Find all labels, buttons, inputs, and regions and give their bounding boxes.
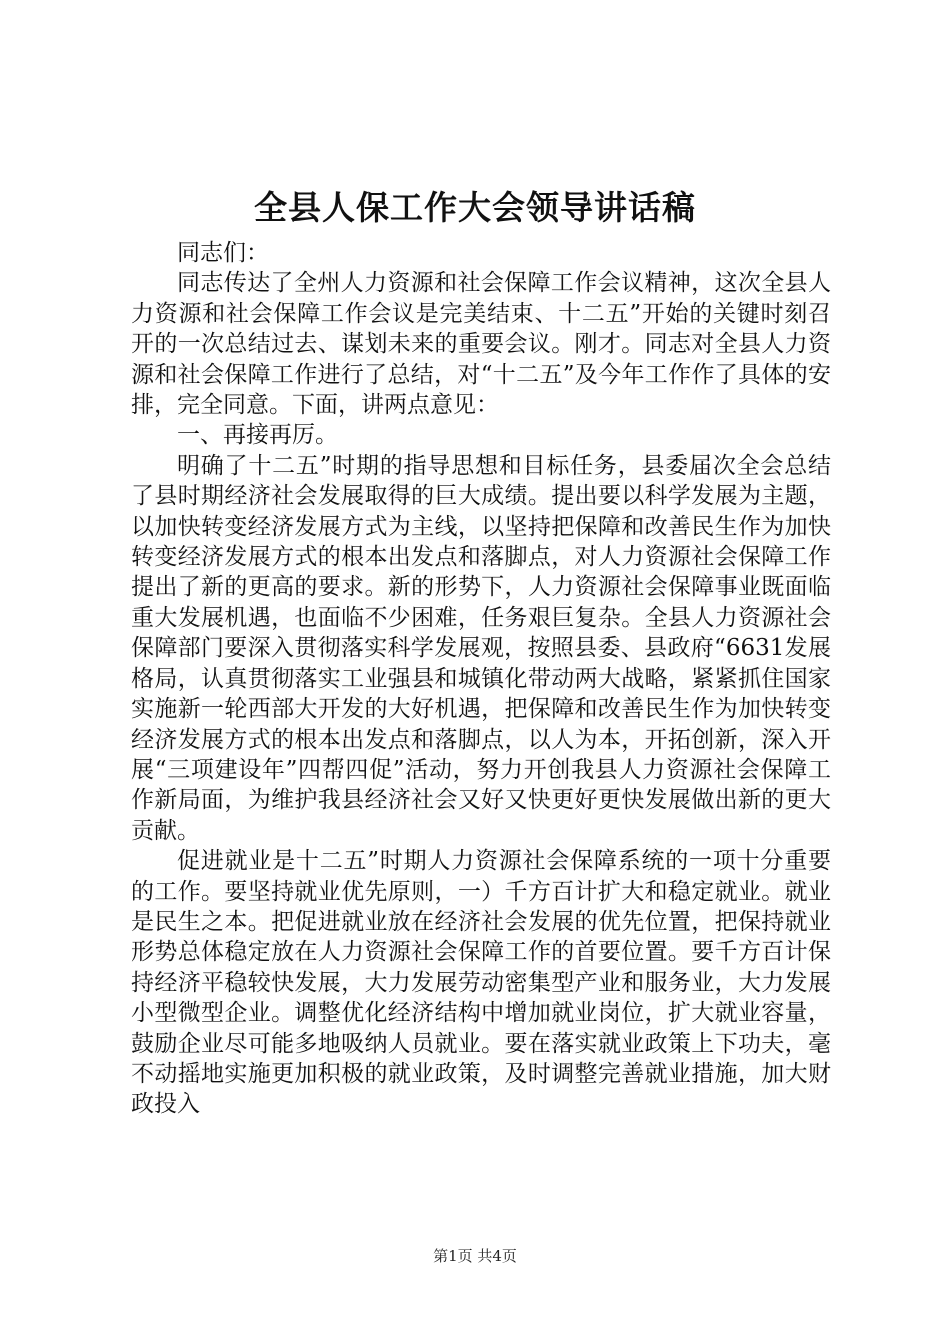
document-body bbox=[131, 238, 831, 1120]
body-paragraph: 促进就业是十二五”时期人力资源社会保障系统的一项十分重要的工作。要坚持就业优先原则，一）千方百计扩大和稳定就业。就业是民生之本。把促进就业放在经济社会发展的优先位置，把保持就业形势总体稳定放在人力资源社会保障工作的首要位置。要千方百计保持经济平稳较快发展，大力发展劳动密集型产业和服务业，大力发展小型微型企业。调整优化经济结构中增加就业岗位，扩大就业容量，鼓励企业尽可能多地吸纳人员就业。要在落实就业政策上下功夫，毫不动摇地实施更加积极的就业政策，及时调整完善就业措施，加大财政投入 bbox=[131, 848, 831, 1118]
page-number-footer: 第1页 共4页 bbox=[433, 1247, 517, 1265]
body-paragraph: 明确了十二五”时期的指导思想和目标任务，县委届次全会总结了县时期经济社会发展取得的巨大成绩。提出要以科学发展为主题，以加快转变经济发展方式为主线，以坚持把保障和改善民生作为加快转变经济发展方式的根本出发点和落脚点，对人力资源社会保障工作提出了新的更高的要求。新的形势下，人力资源社会保障事业既面临重大发展机遇，也面临不少困难，任务艰巨复杂。全县人力资源社会保障部门要深入贯彻落实科学发展观，按照县委、县政府“6631发展格局，认真贯彻落实工业强县和城镇化带动两大战略，紧紧抓住国家实施新一轮西部大开发的大好机遇，把保障和改善民生作为加快转变经济发展方式的根本出发点和落脚点，以人为本，开拓创新，深入开展“三项建设年”四帮四促”活动，努力开创我县人力资源社会保障工作新局面，为维护我县经济社会又好又快更好更快发展做出新的更大贡献。 bbox=[131, 452, 831, 844]
section-heading: 一、再接再厉。 bbox=[177, 422, 338, 449]
intro-paragraph: 同志传达了全州人力资源和社会保障工作会议精神，这次全县人力资源和社会保障工作会议是完美结束、十二五”开始的关键时刻召开的一次总结过去、谋划未来的重要会议。刚才。同志对全县人力资源和社会保障工作进行了总结，对“十二五”及今年工作作了具体的安排，完全同意。下面，讲两点意见： bbox=[131, 270, 831, 419]
document-title: 全县人保工作大会领导讲话稿 bbox=[254, 188, 696, 227]
salutation-paragraph: 同志们： bbox=[177, 240, 269, 266]
